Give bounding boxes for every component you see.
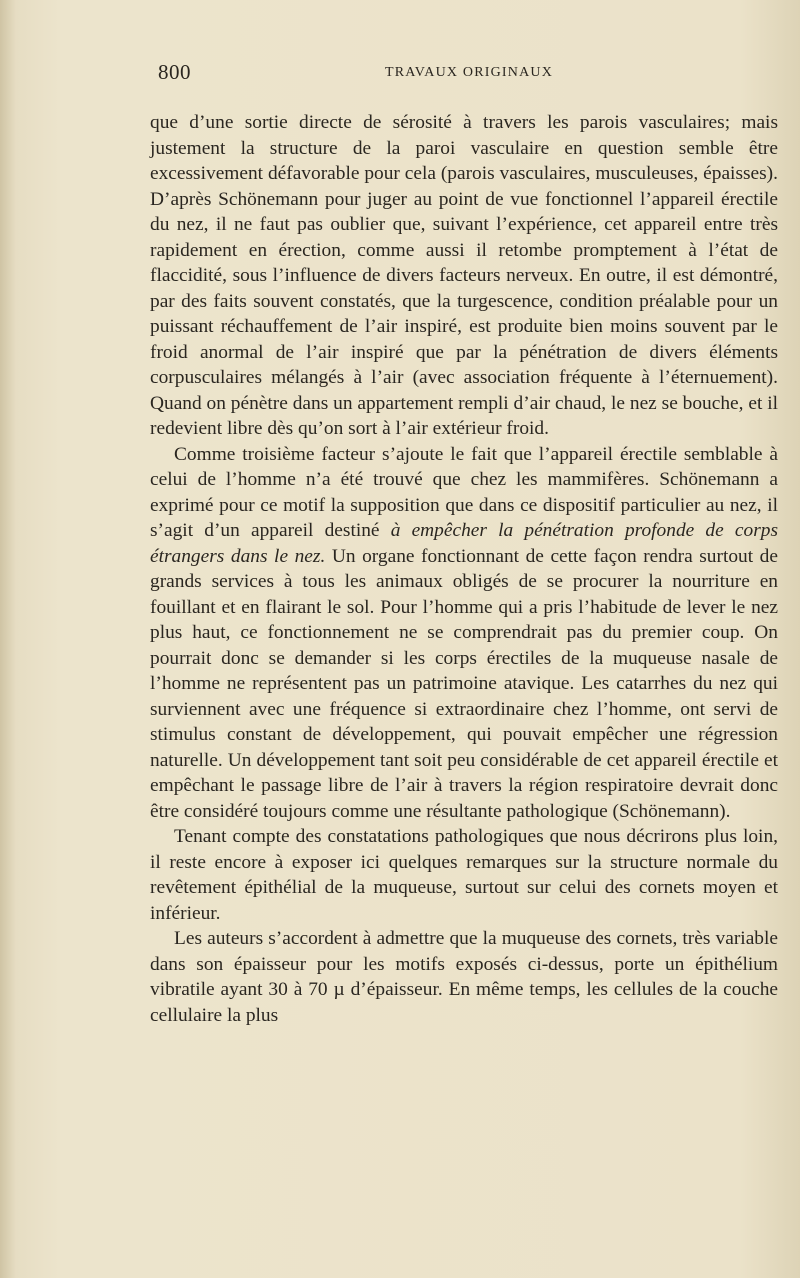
running-title: TRAVAUX ORIGINAUX <box>384 65 554 80</box>
paragraph-2-text-start: Comme troisième facteur s’ajoute le fait que l’appareil érectile semblable à celui de l’homme n’a été trouvé que chez les mammifères. Schönemann a exprimé pour ce motif la supposition que dans ce dispositif particulier au nez, il s’agit d’un appareil destiné <box>150 443 778 541</box>
paragraph-2 <box>150 442 778 825</box>
paragraph-4: Les auteurs s’accordent à admettre que la muqueuse des cornets, très variable dans son épaisseur pour les motifs exposés ci-dessus, porte un épithélium vibratile ayant 30 à 70 µ d’épaisseur. En même temps, les cellules de la couche cellulaire la plus <box>150 928 778 1026</box>
paragraph-2-italic-phrase: à empêcher la pénétration profonde de corps étrangers dans le nez. <box>150 520 778 567</box>
paragraph-1: que d’une sortie directe de sérosité à travers les parois vasculaires; mais justement la structure de la paroi vasculaire en question semble être excessivement défavorable pour cela (parois vasculaires, musculeuses, épaisses). D’après Schönemann pour juger au point de vue fonctionnel l’appareil érectile du nez, il ne faut pas oublier que, suivant l’expérience, cet appareil entre très rapidement en érection, comme aussi il retombe promptement à l’état de flaccidité, sous l’influence de divers facteurs nerveux. En outre, il est démontré, par des faits souvent constatés, que la turgescence, condition préalable pour un puissant réchauffement de l’air inspiré, est produite bien moins souvent par le froid anormal de l’air inspiré que par la pénétration de divers éléments corpusculaires mélangés à l’air (avec association fréquente à l’éternuement). Quand on pénètre dans un appartement rempli d’air chaud, le nez se bouche, et il redevient libre dès qu’on sort à l’air extérieur froid. <box>150 112 778 439</box>
paragraph-2-text-end: Un organe fonctionnant de cette façon rendra surtout de grands services à tous les animaux obligés de se procurer la nourriture en fouillant et en flairant le sol. Pour l’homme qui a pris l’habitude de lever le nez plus haut, ce fonctionnement ne se comprendrait pas du premier coup. On pourrait donc se demander si les corps érectiles de la muqueuse nasale de l’homme ne représentent pas un patrimoine atavique. Les catarrhes du nez qui surviennent avec une fréquence si extraordinaire chez l’homme, ont servi de stimulus constant de développement, qui pouvait empêcher une régression naturelle. Un développement tant soit peu considérable de cet appareil érectile et empêchant le passage libre de l’air à travers la région respiratoire devrait donc être considéré toujours comme une résultante pathologique (Schönemann). <box>150 545 778 822</box>
body-text <box>150 110 778 1028</box>
paragraph-3: Tenant compte des constatations pathologiques que nous décrirons plus loin, il reste encore à exposer ici quelques remarques sur la structure normale du revêtement épithélial de la muqueuse, surtout sur celui des cornets moyen et inférieur. <box>150 826 778 924</box>
page-header <box>158 60 780 92</box>
page-number: 800 <box>158 60 191 84</box>
